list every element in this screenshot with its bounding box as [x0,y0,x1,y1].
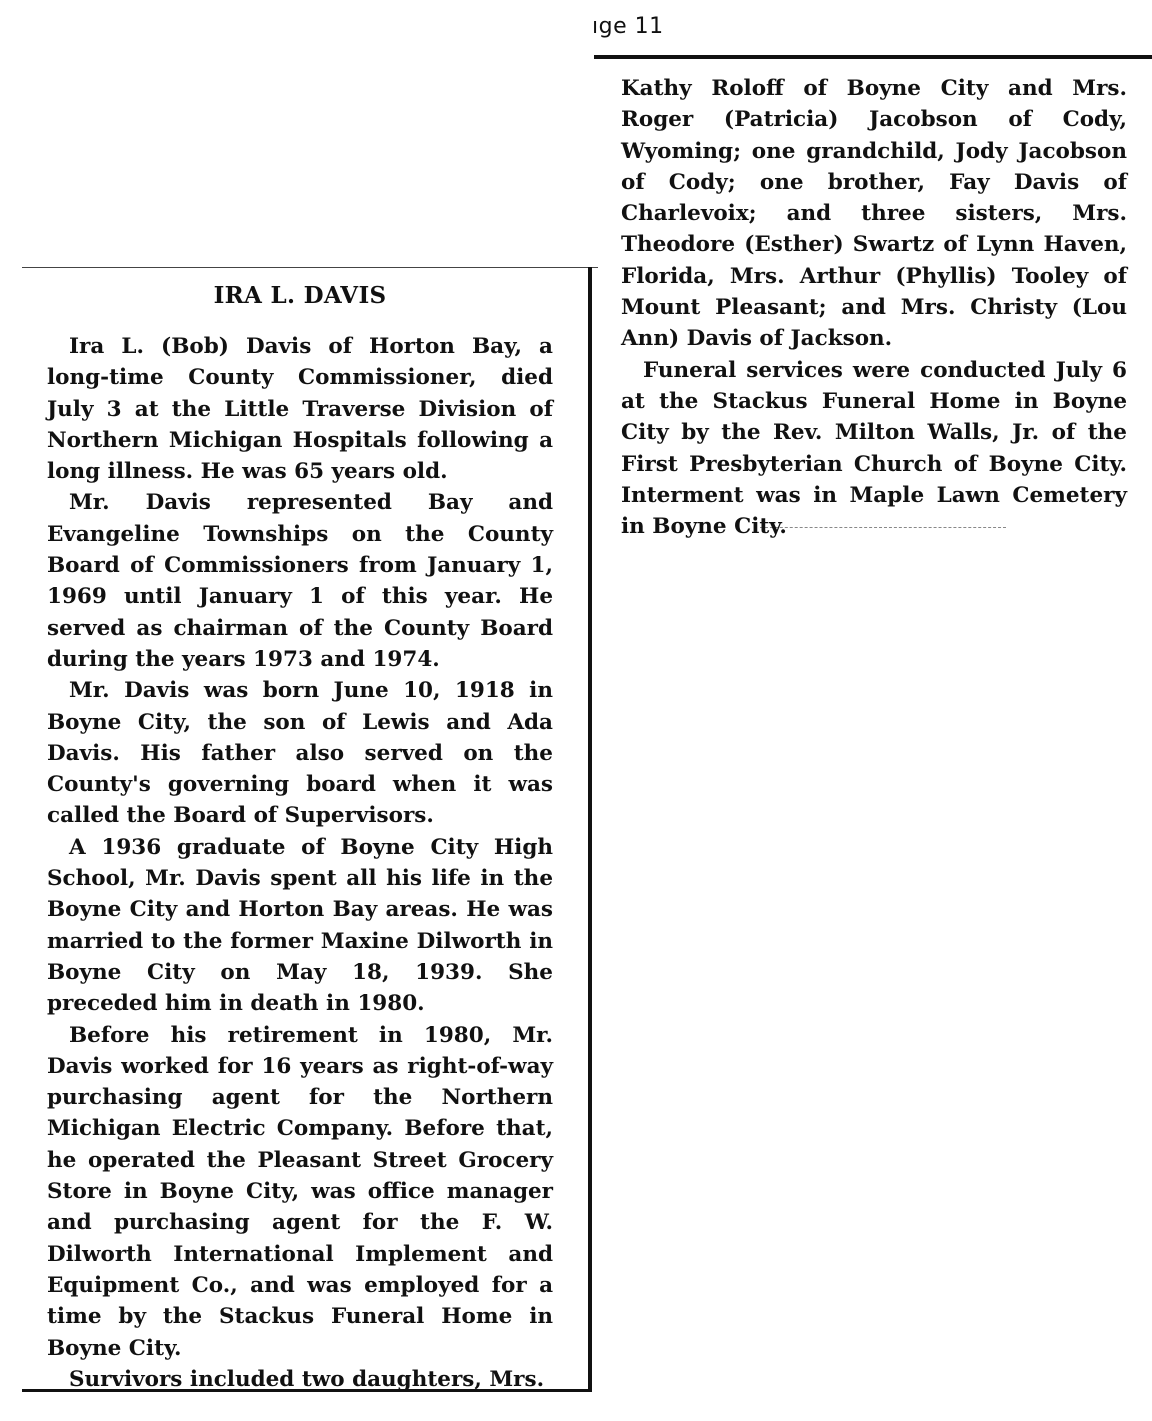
header-rule [594,55,1152,59]
paragraph-funeral-services: Funeral services were conducted July 6 at the Stackus Funeral Home in Boyne City by the Rev. Milton Walls, Jr. of the First Presbyterian Church of Boyne City. Interment was in Maple Lawn Cemetery in Boyne City. [621,357,1127,540]
article-right-column [621,73,1127,542]
paragraph-survivors-continued: Kathy Roloff of Boyne City and Mrs. Roger (Patricia) Jacobson of Cody, Wyoming; one grandchild, Jody Jacobson of Cody; one brother, Fay Davis of Charlevoix; and three sisters, Mrs. Theodore (Esther) Swartz of Lynn Haven, Florida, Mrs. Arthur (Phyllis) Tooley of Mount Pleasant; and Mrs. Christy (Lou Ann) Davis of Jackson. [621,76,1127,352]
paragraph-career: Before his retirement in 1980, Mr. Davis worked for 16 years as right-of-way purchasing agent for the Northern Michigan Electric Company. Before that, he operated the Pleasant Street Grocery Store in Boyne City, was office manager and purchasing agent for the F. W. Dilworth International Implement and Equipment Co., and was employed for a time by the Stackus Funeral Home in Boyne City. [47,1022,553,1361]
column-divider-rule [588,267,592,1391]
paragraph-education-marriage: A 1936 graduate of Boyne City High School, Mr. Davis spent all his life in the Boyne City and Horton Bay areas. He was married to the former Maxine Dilworth in Boyne City on May 18, 1939. She preceded him in death in 1980. [47,834,553,1017]
article-left-column [47,282,553,1395]
article-top-rule [22,267,598,268]
page-number-header: ıge 11 [592,14,664,39]
paragraph-death-notice: Ira L. (Bob) Davis of Horton Bay, a long-time County Commissioner, died July 3 at the Little Traverse Division of Northern Michigan Hospitals following a long illness. He was 65 years old. [47,334,553,485]
paragraph-survivors-start: Survivors included two daughters, Mrs. [69,1366,545,1392]
article-title: IRA L. DAVIS [213,282,387,309]
paragraph-birth: Mr. Davis was born June 10, 1918 in Boyne City, the son of Lewis and Ada Davis. His father also served on the County's governing board when it was called the Board of Supervisors. [47,678,553,829]
paragraph-commissioner-service: Mr. Davis represented Bay and Evangeline Townships on the County Board of Commissioners from January 1, 1969 until January 1 of this year. He served as chairman of the County Board during the years 1973 and 1974. [47,490,553,672]
